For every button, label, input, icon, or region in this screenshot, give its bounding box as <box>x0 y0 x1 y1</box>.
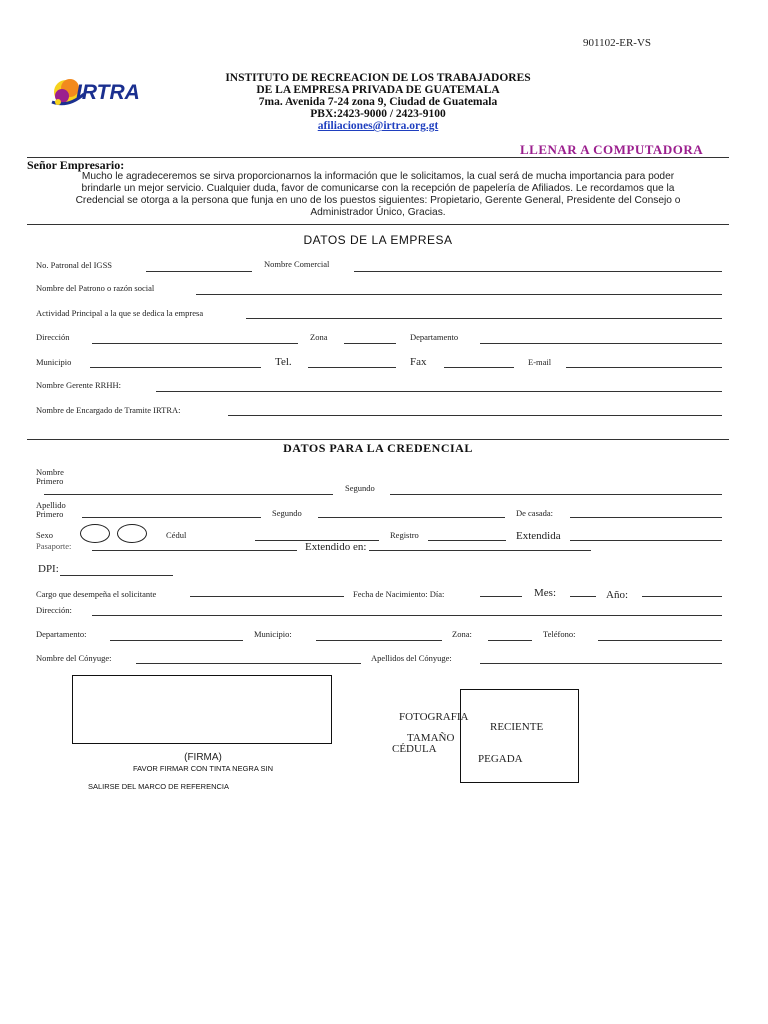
intro-line-4: Administrador Único, Gracias. <box>310 207 446 218</box>
header-line-3: 7ma. Avenida 7-24 zona 9, Ciudad de Guatemala <box>258 96 498 108</box>
label-cargo: Cargo que desempeña el solicitante <box>36 589 157 599</box>
sexo-option-2[interactable] <box>117 524 147 543</box>
apellido-primero-field[interactable] <box>82 517 261 518</box>
label-conyuge: Nombre del Cónyuge: <box>36 653 112 663</box>
logo-text: IRTRA <box>76 81 140 104</box>
fax-field[interactable] <box>444 367 514 368</box>
fill-notice: LLENAR A COMPUTADORA <box>520 142 704 157</box>
gerente-field[interactable] <box>156 391 722 392</box>
section-title-credencial: DATOS PARA LA CREDENCIAL <box>283 441 473 455</box>
label-departamento: Departamento <box>410 332 459 342</box>
mes-field[interactable] <box>570 596 596 597</box>
firma-note-1: FAVOR FIRMAR CON TINTA NEGRA SIN <box>132 764 274 773</box>
departamento-field[interactable] <box>480 343 722 344</box>
foto-fotografia: FOTOGRAFIA <box>399 711 469 723</box>
label-departamento-cred: Departamento: <box>36 629 87 639</box>
label-pasaporte: Pasaporte: <box>36 541 72 551</box>
nombre-segundo-field[interactable] <box>390 494 722 495</box>
label-sexo: Sexo <box>36 530 53 540</box>
divider <box>27 439 729 440</box>
label-direccion-cred: Dirección: <box>36 605 72 615</box>
direccion-field[interactable] <box>92 343 298 344</box>
label-extendido-en: Extendido en: <box>305 541 367 553</box>
tel-field[interactable] <box>308 367 396 368</box>
label-zona-cred: Zona: <box>452 629 472 639</box>
signature-box[interactable] <box>72 675 332 744</box>
label-mes: Mes: <box>534 587 556 599</box>
header-line-1: INSTITUTO DE RECREACION DE LOS TRABAJADORES <box>225 72 531 84</box>
section-title-empresa: DATOS DE LA EMPRESA <box>303 233 453 247</box>
label-email: E-mail <box>528 357 552 367</box>
email-field[interactable] <box>566 367 722 368</box>
anio-field[interactable] <box>642 596 722 597</box>
header-line-2: DE LA EMPRESA PRIVADA DE GUATEMALA <box>256 84 500 96</box>
intro-line-3: Credencial se otorga a la persona que funja en uno de los puestos siguientes: Propietario, Gerente General, Presidente del Consejo o <box>75 195 681 206</box>
foto-reciente: RECIENTE <box>490 721 544 733</box>
apellidos-conyuge-field[interactable] <box>480 663 722 664</box>
foto-tamano: TAMAÑO <box>407 732 455 744</box>
label-apellido-primero: Primero <box>36 509 64 519</box>
dpi-field[interactable] <box>60 575 173 576</box>
firma-label: (FIRMA) <box>184 752 222 763</box>
zona-field[interactable] <box>344 343 396 344</box>
label-razon-social: Nombre del Patrono o razón social <box>36 283 155 293</box>
label-tel: Tel. <box>275 356 292 368</box>
municipio-field[interactable] <box>90 367 261 368</box>
label-gerente: Nombre Gerente RRHH: <box>36 380 121 390</box>
label-anio: Año: <box>606 589 628 601</box>
label-nombre-segundo: Segundo <box>345 483 375 493</box>
label-municipio: Municipio <box>36 357 72 367</box>
label-actividad: Actividad Principal a la que se dedica la empresa <box>36 308 204 318</box>
irtra-logo <box>48 72 144 114</box>
label-fax: Fax <box>410 356 427 368</box>
greeting: Señor Empresario: <box>27 158 125 172</box>
sexo-option-1[interactable] <box>80 524 110 543</box>
intro-line-1: Mucho le agradeceremos se sirva proporcionarnos la información que le solicitamos, la cual será de mucha importancia para poder <box>81 171 675 182</box>
telefono-field[interactable] <box>598 640 722 641</box>
label-encargado: Nombre de Encargado de Tramite IRTRA: <box>36 405 181 415</box>
label-de-casada: De casada: <box>516 508 554 518</box>
apellido-segundo-field[interactable] <box>318 517 505 518</box>
label-municipio-cred: Municipio: <box>254 629 292 639</box>
encargado-field[interactable] <box>228 415 722 416</box>
label-apellido: Apellido <box>36 500 66 510</box>
municipio-cred-field[interactable] <box>316 640 442 641</box>
actividad-field[interactable] <box>246 318 722 319</box>
label-patronal: No. Patronal del IGSS <box>36 260 113 270</box>
divider <box>27 157 729 158</box>
extendida-field[interactable] <box>570 540 722 541</box>
label-apellidos-conyuge: Apellidos del Cónyuge: <box>371 653 452 663</box>
label-direccion: Dirección <box>36 332 70 342</box>
header-line-4: PBX:2423-9000 / 2423-9100 <box>310 108 446 120</box>
extendido-en-field[interactable] <box>369 550 591 551</box>
photo-box[interactable] <box>460 689 579 783</box>
foto-pegada: PEGADA <box>478 753 523 765</box>
header <box>168 72 588 132</box>
label-apellido-segundo: Segundo <box>272 508 302 518</box>
label-zona: Zona <box>310 332 328 342</box>
label-telefono: Teléfono: <box>543 629 576 639</box>
zona-cred-field[interactable] <box>488 640 532 641</box>
dia-field[interactable] <box>480 596 522 597</box>
label-dpi: DPI: <box>38 563 59 575</box>
foto-cedula: CÉDULA <box>392 743 437 755</box>
conyuge-field[interactable] <box>136 663 361 664</box>
de-casada-field[interactable] <box>570 517 722 518</box>
label-registro: Registro <box>390 530 419 540</box>
cargo-field[interactable] <box>190 596 344 597</box>
nombre-comercial-field[interactable] <box>354 271 722 272</box>
direccion-cred-field[interactable] <box>92 615 722 616</box>
divider <box>27 224 729 225</box>
label-nombre-comercial: Nombre Comercial <box>264 259 330 269</box>
label-extendida: Extendida <box>516 530 561 542</box>
intro-line-2: brindarle un mejor servicio. Cualquier duda, favor de comunicarse con la recepción de papelería de Afiliados. Le recordamos que la <box>81 183 675 194</box>
label-nombre: Nombre <box>36 467 64 477</box>
razon-social-field[interactable] <box>196 294 722 295</box>
departamento-cred-field[interactable] <box>110 640 243 641</box>
label-cedula: Cédul <box>166 530 187 540</box>
intro-text <box>27 171 729 219</box>
registro-field[interactable] <box>428 540 506 541</box>
label-nombre-primero: Primero <box>36 476 64 486</box>
pasaporte-field[interactable] <box>92 550 297 551</box>
document-code: 901102-ER-VS <box>583 37 652 49</box>
header-email-link[interactable]: afiliaciones@irtra.org.gt <box>317 120 439 132</box>
firma-note-2: SALIRSE DEL MARCO DE REFERENCIA <box>88 782 230 791</box>
patronal-field[interactable] <box>146 271 252 272</box>
label-fecha-nac: Fecha de Nacimiento: Día: <box>353 589 445 599</box>
nombre-primero-field[interactable] <box>44 494 333 495</box>
